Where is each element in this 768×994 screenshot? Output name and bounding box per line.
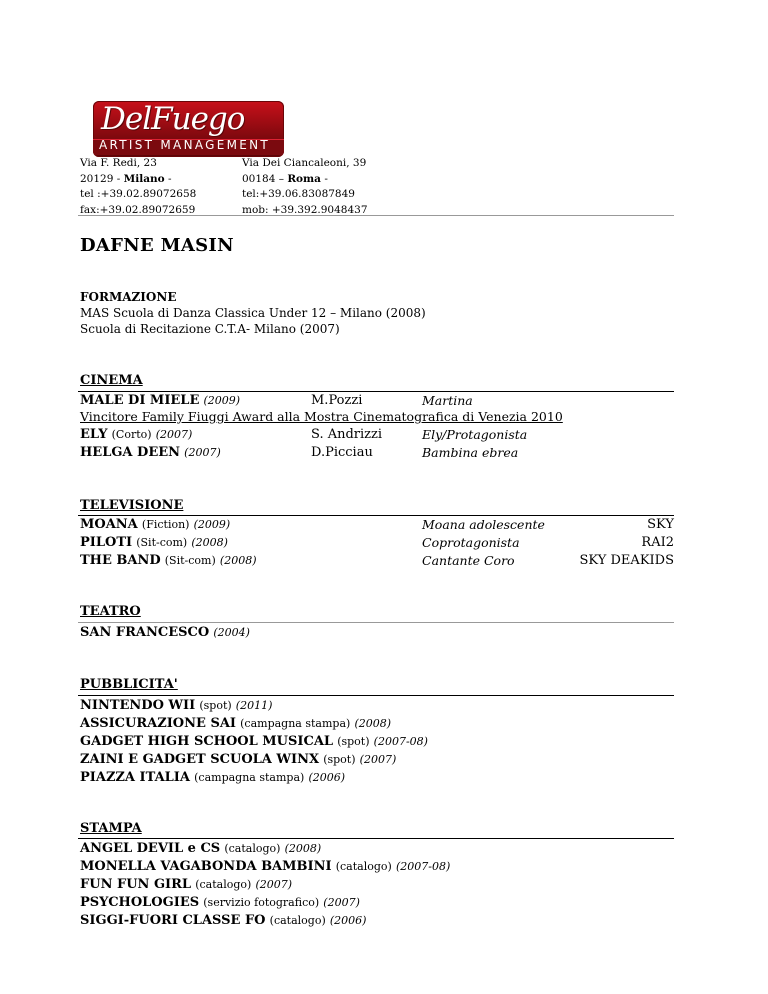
pubblicita-row: GADGET HIGH SCHOOL MUSICAL (spot) (2007-08) (80, 734, 428, 749)
stampa-row: FUN FUN GIRL (catalogo) (2007) (80, 877, 293, 892)
stampa-row: ANGEL DEVIL e CS (catalogo) (2008) (80, 841, 322, 856)
roma-street: Via Dei Ciancaleoni, 39 (242, 157, 367, 169)
teatro-divider (78, 622, 674, 623)
pubblicita-heading: PUBBLICITA' (80, 677, 178, 692)
address-milano (80, 156, 196, 218)
cinema-row: ELY (Corto) (2007) S. Andrizzi Ely/Protagonista (80, 427, 528, 442)
pubblicita-row: NINTENDO WII (spot) (2011) (80, 698, 273, 713)
teatro-row: SAN FRANCESCO (2004) (80, 625, 250, 640)
tv-row: MOANA (Fiction) (2009) Moana adolescente SKY (80, 517, 674, 532)
tv-row: THE BAND (Sit-com) (2008) Cantante Coro SKY DEAKIDS (80, 553, 674, 568)
roma-mob: mob: +39.392.9048437 (242, 203, 368, 216)
roma-city-line: 00184 – Roma - (242, 172, 328, 185)
cinema-heading: CINEMA (80, 373, 143, 388)
cinema-row: MALE DI MIELE (2009) M.Pozzi Martina (80, 393, 473, 408)
tv-row: PILOTI (Sit-com) (2008) Coprotagonista RAI2 (80, 535, 674, 550)
cinema-award: Vincitore Family Fiuggi Award alla Mostra Cinematografica di Venezia 2010 (80, 409, 563, 424)
formazione-line: MAS Scuola di Danza Classica Under 12 – Milano (2008) (80, 306, 426, 320)
pubblicita-row: ASSICURAZIONE SAI (campagna stampa) (2008) (80, 716, 392, 731)
roma-tel: tel:+39.06.83087849 (242, 188, 355, 200)
pubblicita-row: PIAZZA ITALIA (campagna stampa) (2006) (80, 770, 346, 785)
pubblicita-row: ZAINI E GADGET SCUOLA WINX (spot) (2007) (80, 752, 397, 767)
stampa-row: PSYCHOLOGIES (servizio fotografico) (2007) (80, 895, 360, 910)
cinema-row: HELGA DEEN (2007) D.Picciau Bambina ebrea (80, 445, 519, 460)
televisione-heading: TELEVISIONE (80, 498, 184, 513)
stampa-divider (78, 838, 674, 839)
milano-fax: fax:+39.02.89072659 (80, 203, 196, 216)
pubblicita-divider (78, 695, 674, 696)
delfuego-logo (93, 101, 284, 157)
header-divider (78, 215, 674, 216)
artist-name: DAFNE MASIN (80, 235, 234, 256)
address-roma (242, 156, 368, 218)
stampa-row: SIGGI-FUORI CLASSE FO (catalogo) (2006) (80, 913, 367, 928)
teatro-heading: TEATRO (80, 604, 141, 619)
stampa-heading: STAMPA (80, 821, 142, 836)
formazione-heading: FORMAZIONE (80, 290, 177, 304)
formazione-line: Scuola di Recitazione C.T.A- Milano (2007) (80, 322, 340, 336)
milano-street: Via F. Redi, 23 (80, 157, 157, 169)
stampa-row: MONELLA VAGABONDA BAMBINI (catalogo) (2007-08) (80, 859, 451, 874)
milano-tel: tel :+39.02.89072658 (80, 188, 197, 200)
logo-subtitle: ARTIST MANAGEMENT (99, 138, 271, 152)
milano-city-line: 20129 - Milano - (80, 172, 172, 185)
logo-script-text: DelFuego (101, 101, 245, 137)
